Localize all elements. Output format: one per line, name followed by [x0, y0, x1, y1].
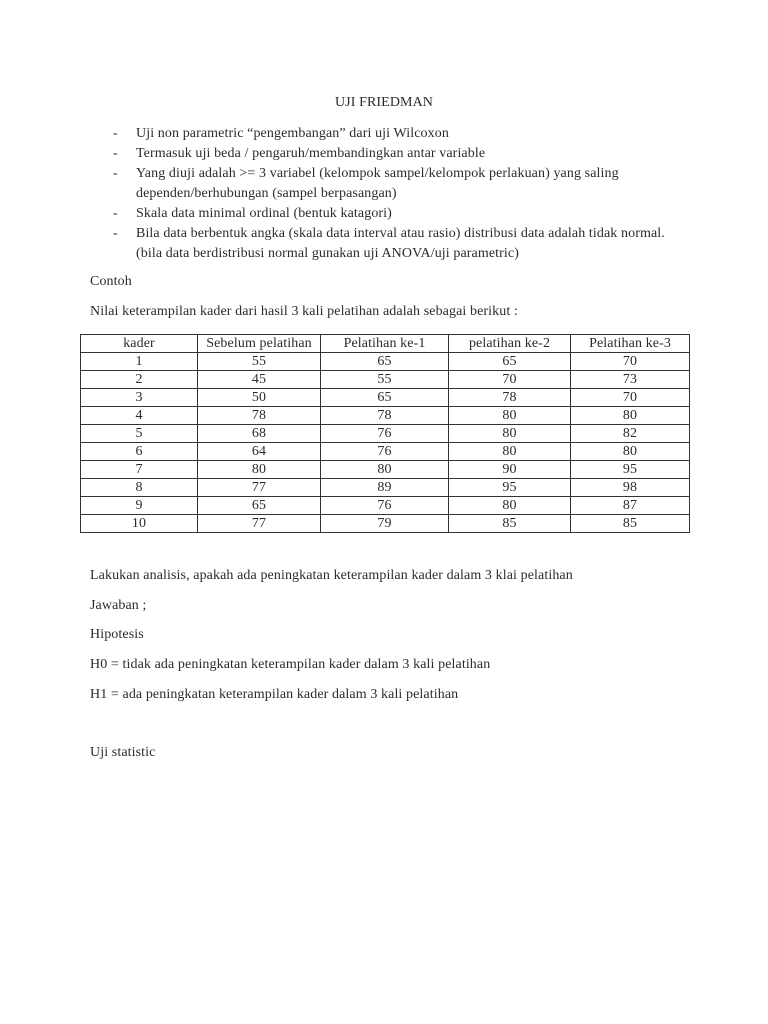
table-cell: 78 — [321, 407, 449, 425]
table-cell: 80 — [449, 425, 571, 443]
table-cell: 64 — [198, 443, 321, 461]
table-row — [81, 479, 690, 497]
table-cell: 65 — [449, 353, 571, 371]
table-cell: 45 — [198, 371, 321, 389]
table-cell: 90 — [449, 461, 571, 479]
table-cell: 65 — [321, 389, 449, 407]
column-header: kader — [81, 335, 198, 353]
column-header: Pelatihan ke-1 — [321, 335, 449, 353]
table-cell: 55 — [198, 353, 321, 371]
table-cell: 68 — [198, 425, 321, 443]
table-row — [81, 515, 690, 533]
table-row — [81, 371, 690, 389]
jawaban-label: Jawaban ; — [90, 598, 147, 613]
bullet-text: Termasuk uji beda / pengaruh/membandingkan antar variable — [136, 146, 486, 161]
table-cell: 7 — [81, 461, 198, 479]
h0-text: H0 = tidak ada peningkatan keterampilan kader dalam 3 kali pelatihan — [90, 657, 491, 672]
table-row — [81, 407, 690, 425]
table-header-row — [81, 335, 690, 353]
h1-text: H1 = ada peningkatan keterampilan kader dalam 3 kali pelatihan — [90, 687, 459, 702]
table-cell: 80 — [571, 443, 690, 461]
table-cell: 3 — [81, 389, 198, 407]
bullet-dash: - — [113, 226, 118, 241]
bullet-item — [113, 164, 673, 204]
column-header: Sebelum pelatihan — [198, 335, 321, 353]
table-cell: 10 — [81, 515, 198, 533]
table-cell: 80 — [449, 443, 571, 461]
table-cell: 80 — [449, 407, 571, 425]
table-cell: 65 — [198, 497, 321, 515]
table-cell: 2 — [81, 371, 198, 389]
bullet-dash: - — [113, 166, 118, 181]
contoh-label: Contoh — [90, 274, 132, 289]
bullet-item — [113, 224, 673, 264]
hipotesis-label: Hipotesis — [90, 627, 144, 642]
intro-text: Nilai keterampilan kader dari hasil 3 kali pelatihan adalah sebagai berikut : — [90, 304, 518, 319]
table-cell: 87 — [571, 497, 690, 515]
table-cell: 98 — [571, 479, 690, 497]
document-title: UJI FRIEDMAN — [334, 95, 434, 110]
table-cell: 80 — [449, 497, 571, 515]
table-row — [81, 443, 690, 461]
table-cell: 85 — [571, 515, 690, 533]
question-text: Lakukan analisis, apakah ada peningkatan keterampilan kader dalam 3 klai pelatihan — [90, 568, 573, 583]
table-cell: 82 — [571, 425, 690, 443]
table-cell: 9 — [81, 497, 198, 515]
bullet-dash: - — [113, 206, 118, 221]
table-cell: 78 — [449, 389, 571, 407]
table-cell: 89 — [321, 479, 449, 497]
table-row — [81, 425, 690, 443]
data-table — [80, 334, 690, 533]
table-cell: 95 — [571, 461, 690, 479]
table-cell: 76 — [321, 443, 449, 461]
bullet-list — [113, 124, 673, 264]
table-cell: 77 — [198, 479, 321, 497]
bullet-item — [113, 144, 673, 164]
table-cell: 76 — [321, 497, 449, 515]
table-row — [81, 353, 690, 371]
bullet-item — [113, 124, 673, 144]
table-cell: 8 — [81, 479, 198, 497]
table-cell: 76 — [321, 425, 449, 443]
bullet-dash: - — [113, 146, 118, 161]
table-cell: 55 — [321, 371, 449, 389]
table-cell: 70 — [449, 371, 571, 389]
table-cell: 85 — [449, 515, 571, 533]
table-cell: 80 — [571, 407, 690, 425]
table-cell: 50 — [198, 389, 321, 407]
table-cell: 6 — [81, 443, 198, 461]
table-cell: 78 — [198, 407, 321, 425]
table-cell: 80 — [198, 461, 321, 479]
table-cell: 77 — [198, 515, 321, 533]
bullet-text: Bila data berbentuk angka (skala data interval atau rasio) distribusi data adalah tidak normal. (bila data berdistribusi normal gunakan uji ANOVA/uji parametric) — [136, 226, 665, 261]
table-cell: 80 — [321, 461, 449, 479]
table-row — [81, 389, 690, 407]
table-cell: 70 — [571, 353, 690, 371]
table-cell: 65 — [321, 353, 449, 371]
table-row — [81, 497, 690, 515]
table-cell: 79 — [321, 515, 449, 533]
table-cell: 95 — [449, 479, 571, 497]
table-cell: 1 — [81, 353, 198, 371]
table-cell: 5 — [81, 425, 198, 443]
bullet-text: Skala data minimal ordinal (bentuk katagori) — [136, 206, 392, 221]
column-header: Pelatihan ke-3 — [571, 335, 690, 353]
column-header: pelatihan ke-2 — [449, 335, 571, 353]
table-cell: 73 — [571, 371, 690, 389]
bullet-text: Yang diuji adalah >= 3 variabel (kelompok sampel/kelompok perlakuan) yang saling dependen/berhubungan (sampel berpasangan) — [136, 166, 619, 201]
bullet-item — [113, 204, 673, 224]
table-cell: 70 — [571, 389, 690, 407]
uji-statistic-label: Uji statistic — [90, 745, 156, 760]
table-row — [81, 461, 690, 479]
bullet-text: Uji non parametric “pengembangan” dari uji Wilcoxon — [136, 126, 449, 141]
bullet-dash: - — [113, 126, 118, 141]
table-cell: 4 — [81, 407, 198, 425]
